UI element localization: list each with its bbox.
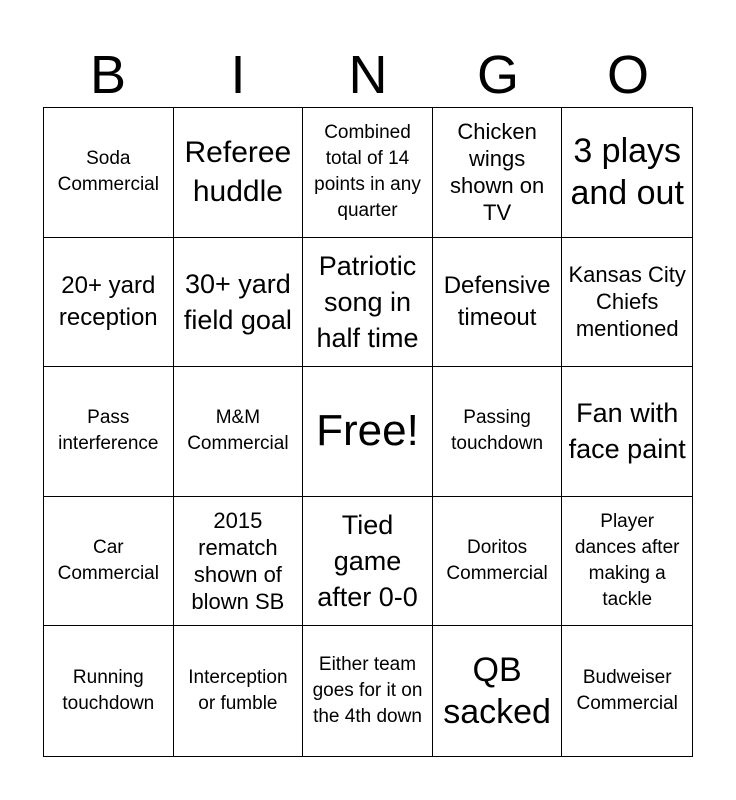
bingo-cell[interactable]	[303, 108, 433, 238]
cell-text: Running touchdown	[62, 667, 155, 715]
cell-text: Kansas City Chiefs mentioned	[568, 262, 686, 342]
bingo-cell[interactable]	[433, 626, 563, 756]
header-letter-i: I	[230, 45, 246, 105]
bingo-cell[interactable]	[562, 497, 692, 627]
bingo-board	[43, 107, 693, 757]
cell-text: Passing touchdown	[451, 407, 544, 455]
bingo-cell[interactable]	[174, 626, 304, 756]
header-letter-b: B	[89, 45, 127, 105]
cell-text: Soda Commercial	[57, 148, 159, 196]
bingo-cell[interactable]	[44, 367, 174, 497]
cell-text: Patriotic song in half time	[316, 250, 419, 353]
bingo-cell[interactable]	[433, 238, 563, 368]
bingo-cell[interactable]	[562, 626, 692, 756]
header-letter-g: G	[476, 45, 519, 105]
bingo-cell[interactable]	[44, 108, 174, 238]
bingo-cell[interactable]	[44, 626, 174, 756]
cell-text: Chicken wings shown on TV	[450, 119, 545, 226]
bingo-cell[interactable]	[174, 238, 304, 368]
free-space[interactable]	[303, 367, 433, 497]
bingo-cell[interactable]	[44, 238, 174, 368]
bingo-cell[interactable]	[433, 497, 563, 627]
cell-text: Defensive timeout	[443, 271, 551, 331]
cell-text: Interception or fumble	[188, 667, 288, 715]
cell-text: Pass interference	[58, 407, 159, 455]
bingo-header	[43, 44, 693, 106]
bingo-cell[interactable]	[174, 497, 304, 627]
cell-text: M&M Commercial	[187, 407, 289, 455]
cell-text: Combined total of 14 points in any quarter	[314, 122, 421, 222]
bingo-cell[interactable]	[174, 367, 304, 497]
cell-text: Player dances after making a tackle	[574, 511, 680, 611]
free-space-text: Free!	[316, 406, 419, 456]
bingo-cell[interactable]	[303, 238, 433, 368]
header-letter-n: N	[348, 45, 388, 105]
cell-text: Fan with face paint	[568, 398, 686, 465]
header-letter-o: O	[606, 45, 649, 105]
cell-text: Doritos Commercial	[446, 537, 548, 585]
bingo-cell[interactable]	[562, 108, 692, 238]
cell-text: QB sacked	[443, 651, 551, 732]
bingo-cell[interactable]	[562, 238, 692, 368]
bingo-cell[interactable]	[433, 367, 563, 497]
cell-text: 2015 rematch shown of blown SB	[191, 508, 285, 615]
bingo-cell[interactable]	[44, 497, 174, 627]
cell-text: Car Commercial	[57, 537, 159, 585]
bingo-cell[interactable]	[303, 626, 433, 756]
bingo-cell[interactable]	[433, 108, 563, 238]
cell-text: 30+ yard field goal	[183, 268, 292, 335]
bingo-cell[interactable]	[562, 367, 692, 497]
cell-text: Referee huddle	[184, 136, 292, 209]
bingo-cell[interactable]	[303, 497, 433, 627]
cell-text: 20+ yard reception	[58, 271, 158, 331]
cell-text: 3 plays and out	[570, 132, 684, 213]
cell-text: Budweiser Commercial	[576, 667, 678, 715]
cell-text: Tied game after 0-0	[317, 510, 418, 613]
cell-text: Either team goes for it on the 4th down	[312, 654, 423, 728]
bingo-cell[interactable]	[174, 108, 304, 238]
